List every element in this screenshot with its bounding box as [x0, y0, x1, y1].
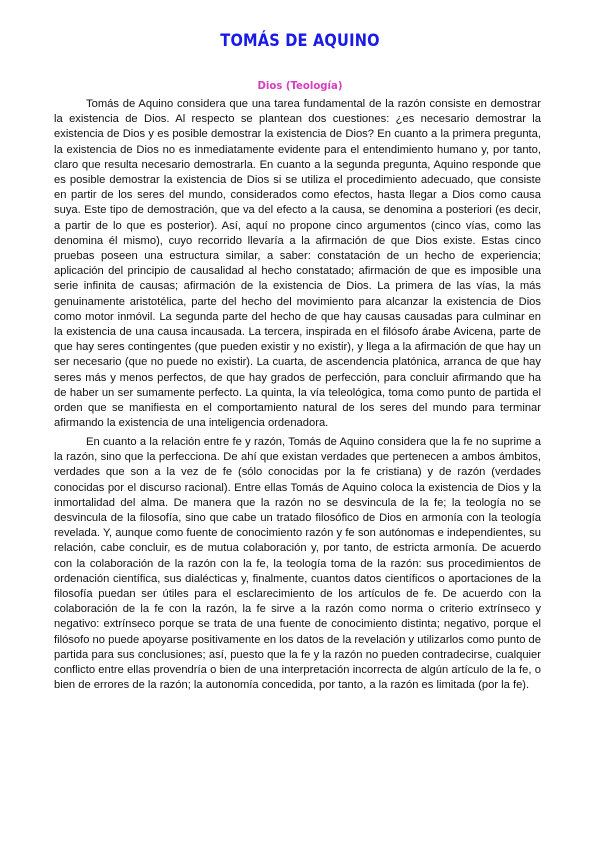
section-title: Dios (Teología)	[257, 79, 343, 92]
paragraph-existence-of-god: Tomás de Aquino considera que una tarea fundamental de la razón consiste en demostrar la existencia de Dios. Al respecto se plantean dos cuestiones: ¿es necesario demostrar la existencia de Dios y es posible demostrar la existencia de Dios? En cuanto a la primera pregunta, la existencia de Dios no es inmediatamente evidente para el entendimiento humano y, por tanto, claro que resulta necesario demostrarla. En cuanto a la segunda pregunta, Aquino responde que es posible demostrar la existencia de Dios si se utiliza el procedimiento adecuado, que consiste en partir de los seres del mundo, considerados como efectos, hasta llegar a Dios como causa suya. Este tipo de demostración, que va del efecto a la causa, se denomina a posteriori (es decir, a partir de lo que es posterior). Así, aquí no propone cinco argumentos (cinco vías, como las denomina él mismo), cuyo recorrido llevaría a la afirmación de que Dios existe. Estas cinco pruebas poseen una estructura similar, a saber: constatación de un hecho de experiencia; aplicación del principio de causalidad al hecho constatado; afirmación de que es imposible una serie infinita de causas; afirmación de la existencia de Dios. La primera de las vías, la más genuinamente aristotélica, parte del hecho del movimiento para alcanzar la existencia de Dios como motor inmóvil. La segunda parte del hecho de que hay causas causadas para culminar en la existencia de una causa incausada. La tercera, inspirada en el filósofo árabe Avicena, parte de que hay seres contingentes (que pueden existir y no existir), y llega a la afirmación de que hay un ser necesario (que no puede no existir). La cuarta, de ascendencia platónica, arranca de que hay seres más y menos perfectos, de que hay grados de perfección, para concluir afirmando que ha de haber un ser sumamente perfecto. La quinta, la vía teleológica, toma como punto de partida el orden que se manifiesta en el comportamiento natural de los seres del mundo para terminar afirmando la existencia de una inteligencia ordenadora.	[54, 98, 541, 430]
document-title: TOMÁS DE AQUINO	[220, 31, 380, 51]
paragraph-faith-and-reason: En cuanto a la relación entre fe y razón, Tomás de Aquino considera que la fe no suprime a la razón, sino que la perfecciona. De ahí que existan verdades que pertenecen a ambos ámbitos, verdades que son a la vez de fe (sólo conocidas por la fe cristiana) y de razón (verdades conocidas por el discurso racional). Entre ellas Tomás de Aquino coloca la existencia de Dios y la inmortalidad del alma. De manera que la razón no se desvincula de la fe; la teología no se desvincula de la filosofía, sino que cabe un tratado filosófico de Dios en armonía con la teología revelada. Y, aunque como fuente de conocimiento razón y fe son autónomas e independientes, su relación, cabe concluir, es de mutua colaboración y, por tanto, de estricta armonía. De acuerdo con la colaboración de la razón con la fe, la teología toma de la razón: sus procedimientos de ordenación científica, sus dialécticas y, finalmente, cuantos datos científicos o aportaciones de la filosofía puedan ser útiles para el esclarecimiento de los artículos de fe. De acuerdo con la colaboración de la fe con la razón, la fe sirve a la razón como norma o criterio extrínseco y negativo: extrínseco porque se trata de una fuente de conocimiento distinta; negativo, porque el filósofo no puede apoyarse positivamente en los datos de la revelación y utilizarlos como punto de partida para sus conclusiones; así, puesto que la fe y la razón no pueden contradecirse, cualquier conflicto entre ellas provendría o bien de una interpretación incorrecta de algún artículo de la fe, o bien de errores de la razón; la autonomía concedida, por tanto, a la razón es limitada (por la fe).	[54, 436, 541, 692]
